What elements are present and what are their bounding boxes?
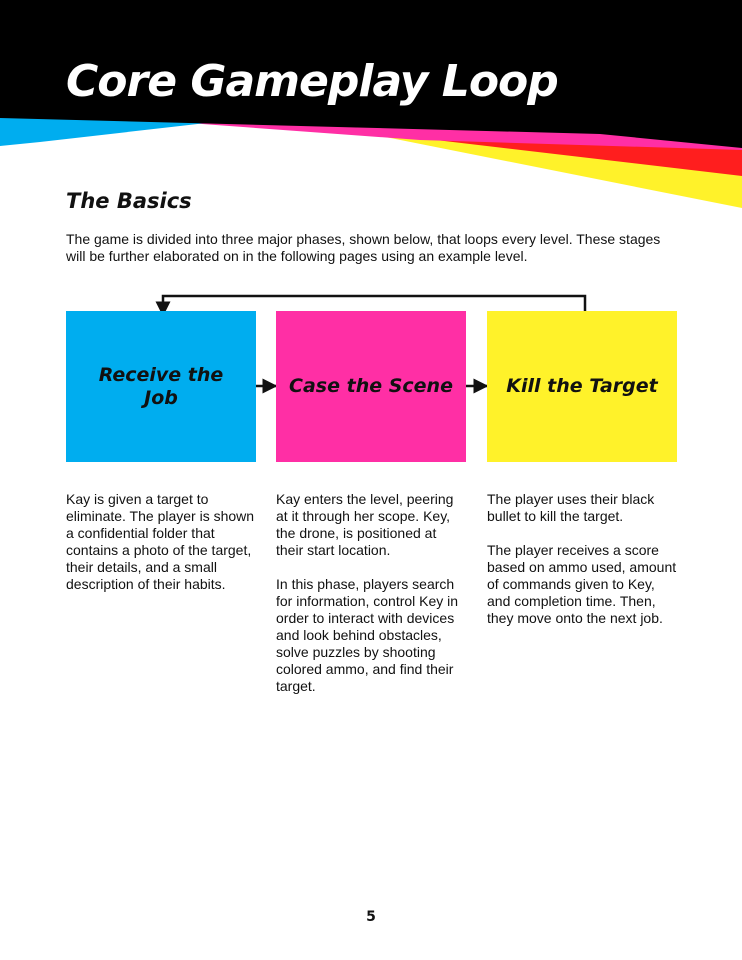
phase-box-case-scene: [276, 311, 466, 462]
description-paragraph: In this phase, players search for information, control Key in order to interact with devices and look behind obstacles, solve puzzles by shooting colored ammo, and find their target.: [276, 576, 459, 694]
page-number: 5: [366, 909, 376, 925]
phase-title-receive-job: Receive the Job: [98, 363, 224, 409]
section-heading: The Basics: [66, 189, 192, 213]
phase-box-receive-job: [66, 311, 256, 462]
phase-title-kill-target: Kill the Target: [506, 375, 658, 397]
phase-description-case-scene: [276, 491, 466, 695]
phase-description-kill-target: [487, 491, 677, 627]
intro-paragraph: The game is divided into three major phases, shown below, that loops every level. These stages will be further elaborated on in the following pages using an example level.: [66, 231, 661, 264]
description-paragraph: Kay enters the level, peering at it through her scope. Key, the drone, is positioned at their start location.: [276, 491, 454, 558]
phase-description-receive-job: [66, 491, 256, 593]
description-paragraph: Kay is given a target to eliminate. The player is shown a confidential folder that contains a photo of the target, their details, and a small description of their habits.: [66, 491, 255, 592]
description-paragraph: The player receives a score based on ammo used, amount of commands given to Key, and completion time. Then, they move onto the next job.: [487, 542, 677, 626]
phase-title-case-scene: Case the Scene: [289, 375, 453, 397]
page-title: Core Gameplay Loop: [66, 56, 558, 107]
description-paragraph: The player uses their black bullet to kill the target.: [487, 491, 655, 524]
phase-box-kill-target: [487, 311, 677, 462]
